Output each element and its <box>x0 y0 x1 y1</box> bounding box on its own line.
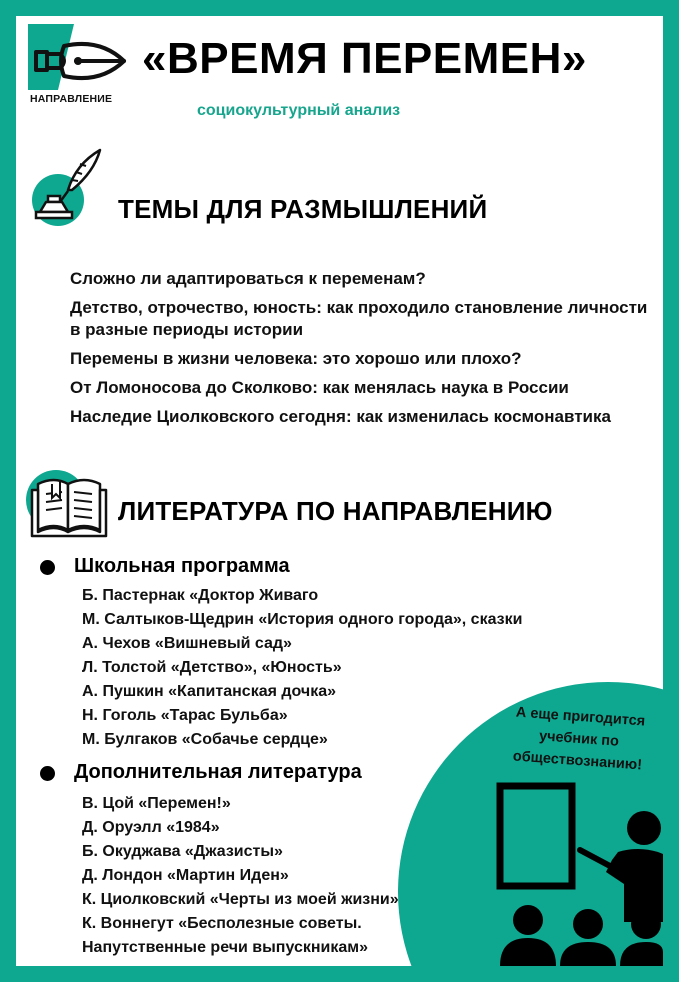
list-item: В. Цой «Перемен!» <box>82 795 231 812</box>
list-item: К. Воннегут «Бесполезные советы. <box>82 915 362 932</box>
bullet-dot <box>40 560 55 575</box>
list-item: Детство, отрочество, юность: как проходило становление личности в разные периоды истории <box>70 298 648 339</box>
topics-list <box>70 268 662 435</box>
list-item: К. Циолковский «Черты из моей жизни» <box>82 891 399 908</box>
open-book-icon <box>24 462 110 548</box>
list-item: Напутственные речи выпускникам» <box>82 939 368 956</box>
extra-books-list <box>82 792 399 960</box>
school-books-list <box>82 584 522 752</box>
list-item: Д. Лондон «Мартин Иден» <box>82 867 289 884</box>
literature-heading: ЛИТЕРАТУРА ПО НАПРАВЛЕНИЮ <box>118 496 553 526</box>
teacher-classroom-icon <box>486 772 663 966</box>
poster-card <box>16 16 663 966</box>
list-item: От Ломоносова до Сколково: как менялась наука в России <box>70 378 569 397</box>
page-title: «ВРЕМЯ ПЕРЕМЕН» <box>142 34 587 83</box>
list-item: М. Салтыков-Щедрин «История одного города», сказки <box>82 611 523 628</box>
list-item: Д. Оруэлл «1984» <box>82 819 220 836</box>
bullet-dot <box>40 766 55 781</box>
extra-literature-heading: Дополнительная литература <box>74 761 362 783</box>
page-subtitle: социокультурный анализ <box>197 102 401 119</box>
list-item: Сложно ли адаптироваться к переменам? <box>70 269 426 288</box>
list-item: Л. Толстой «Детство», «Юность» <box>82 659 342 676</box>
list-item: А. Пушкин «Капитанская дочка» <box>82 683 336 700</box>
list-item: Н. Гоголь «Тарас Бульба» <box>82 707 288 724</box>
topics-heading: ТЕМЫ ДЛЯ РАЗМЫШЛЕНИЙ <box>118 194 488 224</box>
list-item: А. Чехов «Вишневый сад» <box>82 635 292 652</box>
school-program-heading: Школьная программа <box>74 555 290 577</box>
list-item: Б. Окуджава «Джазисты» <box>82 843 283 860</box>
list-item: Наследие Циолковского сегодня: как изменилась космонавтика <box>70 407 611 426</box>
inkwell-quill-icon <box>24 144 110 230</box>
list-item: М. Булгаков «Собачье сердце» <box>82 731 328 748</box>
list-item: Б. Пастернак «Доктор Живаго <box>82 587 319 604</box>
list-item: Перемены в жизни человека: это хорошо или плохо? <box>70 349 522 368</box>
textbook-note: А еще пригодится учебник по обществознанию! <box>512 704 646 774</box>
logo-label: НАПРАВЛЕНИЕ <box>30 93 113 105</box>
